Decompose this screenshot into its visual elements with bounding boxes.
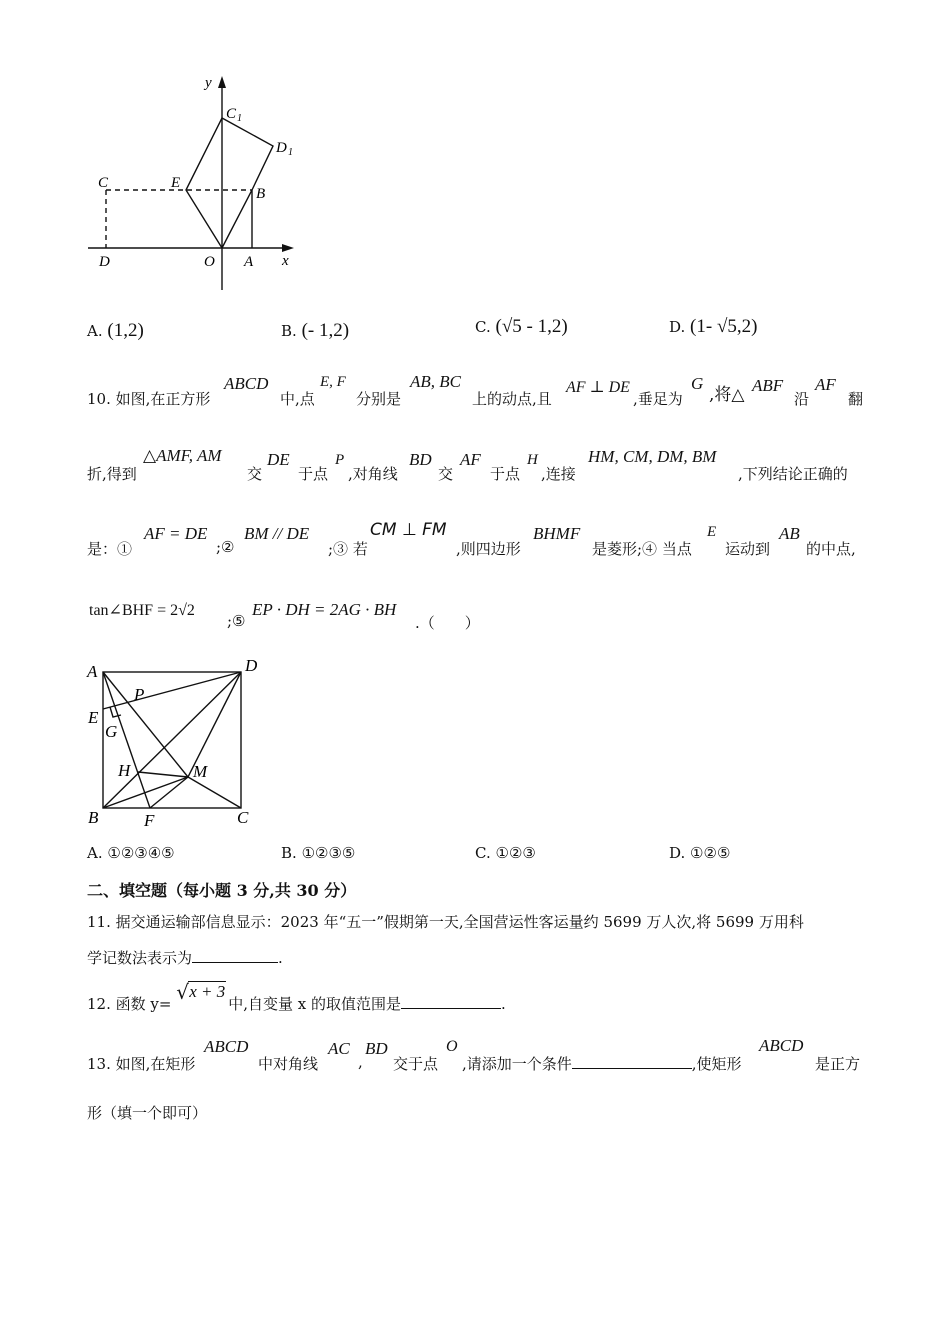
- q10-text: .（ ）: [415, 614, 480, 632]
- q10-text: 沿: [794, 390, 810, 408]
- q10-text: 交: [438, 465, 454, 483]
- label-a: A: [87, 662, 98, 681]
- q13-text: 交于点: [393, 1055, 439, 1073]
- q10-p: P: [335, 452, 345, 468]
- q10-num: 10. 如图,在正方形: [87, 390, 211, 408]
- q13-line2: 形（填一个即可）: [87, 1104, 208, 1122]
- q10-claim-3: CM ⊥ FM: [370, 520, 447, 540]
- q10-h: H: [527, 452, 538, 468]
- q12-radicand: x + 3: [189, 982, 226, 1001]
- q13-o: O: [446, 1038, 458, 1055]
- q9-option-a: A. (1,2): [87, 320, 144, 341]
- q10-claim-1: AF = DE: [144, 524, 208, 543]
- label-p: P: [134, 685, 145, 704]
- label-m: M: [193, 762, 208, 781]
- label-b: B: [256, 186, 266, 202]
- q9-option-b: B. (- 1,2): [281, 320, 350, 341]
- label-c1: C: [226, 106, 237, 122]
- q10-text: ;②: [216, 538, 235, 556]
- q10-abcd: ABCD: [224, 374, 269, 393]
- q10-option-d: D. ①②⑤: [669, 844, 731, 862]
- q10-af: AF: [815, 375, 836, 394]
- label-e: E: [171, 175, 181, 191]
- q13-answer-blank[interactable]: [572, 1054, 692, 1069]
- label-d: D: [245, 656, 258, 675]
- x-axis-arrow: [282, 244, 294, 252]
- q13-condition: ,请添加一个条件 ,使矩形: [462, 1055, 742, 1073]
- q11-line2: 学记数法表示为 .: [87, 949, 283, 967]
- q10-text: ,将△: [709, 385, 745, 405]
- q9-option-d: D. (1- √5,2): [669, 316, 758, 337]
- label-b: B: [88, 808, 99, 827]
- q9-option-c: C. (√5 - 1,2): [475, 316, 568, 337]
- q10-abf: ABF: [752, 376, 784, 395]
- q10-text: ,则四边形: [456, 540, 521, 558]
- q10-af-perp-de: AF ⊥ DE: [566, 379, 630, 396]
- q10-ab: AB: [779, 524, 800, 543]
- q10-e: E: [707, 524, 717, 540]
- figure-coordinate-square: [80, 70, 310, 295]
- q10-de: DE: [267, 450, 290, 469]
- label-d: D: [99, 254, 110, 270]
- q10-text: ,垂足为: [633, 390, 683, 408]
- q10-option-c: C. ①②③: [475, 844, 536, 862]
- label-a: A: [244, 254, 254, 270]
- q10-text: 是菱形;④ 当点: [592, 540, 692, 558]
- label-d1-sub: 1: [288, 147, 293, 158]
- label-e: E: [88, 708, 99, 727]
- y-axis-arrow: [218, 76, 226, 88]
- q10-claim-2: BM // DE: [244, 524, 310, 543]
- q10-text: 翻: [848, 390, 864, 408]
- label-h: H: [118, 761, 131, 780]
- q13-bd: BD: [365, 1039, 388, 1058]
- q10-g: G: [691, 374, 704, 393]
- q10-text: 中,点: [280, 390, 315, 408]
- q10-ef: E, F: [320, 374, 346, 390]
- q10-claim-5: EP · DH = 2AG · BH: [252, 600, 397, 619]
- label-c1-sub: 1: [237, 113, 242, 124]
- q13-text: ,: [358, 1053, 363, 1071]
- q13-text: 是正方: [815, 1055, 861, 1073]
- q10-text: 于点: [490, 465, 521, 483]
- section-title: 二、填空题（每小题 3 分,共 30 分）: [87, 881, 357, 900]
- label-y: y: [205, 75, 212, 91]
- q11-line1: 11. 据交通运输部信息显示：2023 年“五一”假期第一天,全国营运性客运量约 5699 万人次,将 5699 万用科: [87, 913, 804, 931]
- q10-option-a: A. ①②③④⑤: [87, 844, 175, 862]
- q10-text: 上的动点,且: [472, 390, 552, 408]
- q13-ac: AC: [328, 1039, 350, 1058]
- q10-text: ,对角线: [348, 465, 398, 483]
- figure-square-fold: [84, 655, 264, 835]
- q10-text: ,下列结论正确的: [738, 465, 848, 483]
- label-g: G: [105, 722, 118, 741]
- q10-text: ;③ 若: [328, 540, 368, 558]
- q13-text: 13. 如图,在矩形: [87, 1055, 196, 1073]
- q10-text: ,连接: [541, 465, 576, 483]
- q10-bhmf: BHMF: [533, 524, 581, 543]
- q10-text: 于点: [298, 465, 329, 483]
- label-f: F: [144, 811, 155, 830]
- q10-text: 的中点,: [806, 540, 856, 558]
- q13-abcd2: ABCD: [759, 1036, 804, 1055]
- q10-text: 分别是: [356, 390, 402, 408]
- q12-answer-blank[interactable]: [401, 994, 501, 1009]
- q10-amf-am: △AMF, AM: [143, 446, 222, 465]
- q10-af2: AF: [460, 450, 481, 469]
- label-o: O: [204, 254, 215, 270]
- q13-abcd: ABCD: [204, 1037, 249, 1056]
- q12-radical: √ x + 3: [176, 980, 226, 1004]
- q13-text: 中对角线: [258, 1055, 319, 1073]
- label-x: x: [282, 253, 289, 269]
- q10-bd: BD: [409, 450, 432, 469]
- q10-text: 交: [247, 465, 263, 483]
- label-d1: D: [276, 140, 287, 156]
- q10-ab-bc: AB, BC: [410, 372, 461, 391]
- q11-answer-blank[interactable]: [192, 948, 278, 963]
- q10-claim-4: tan∠BHF = 2√2: [89, 602, 195, 619]
- q10-option-b: B. ①②③⑤: [281, 844, 356, 862]
- q10-text: ;⑤: [227, 612, 246, 630]
- q10-segments: HM, CM, DM, BM: [588, 447, 717, 466]
- q10-text: 运动到: [725, 540, 771, 558]
- q12-line: 12. 函数 y= √ x + 3中,自变量 x 的取值范围是 .: [87, 980, 506, 1013]
- q10-text: 折,得到: [87, 465, 137, 483]
- label-c: C: [237, 808, 249, 827]
- label-c: C: [98, 175, 109, 191]
- q10-text: 是：①: [87, 540, 133, 558]
